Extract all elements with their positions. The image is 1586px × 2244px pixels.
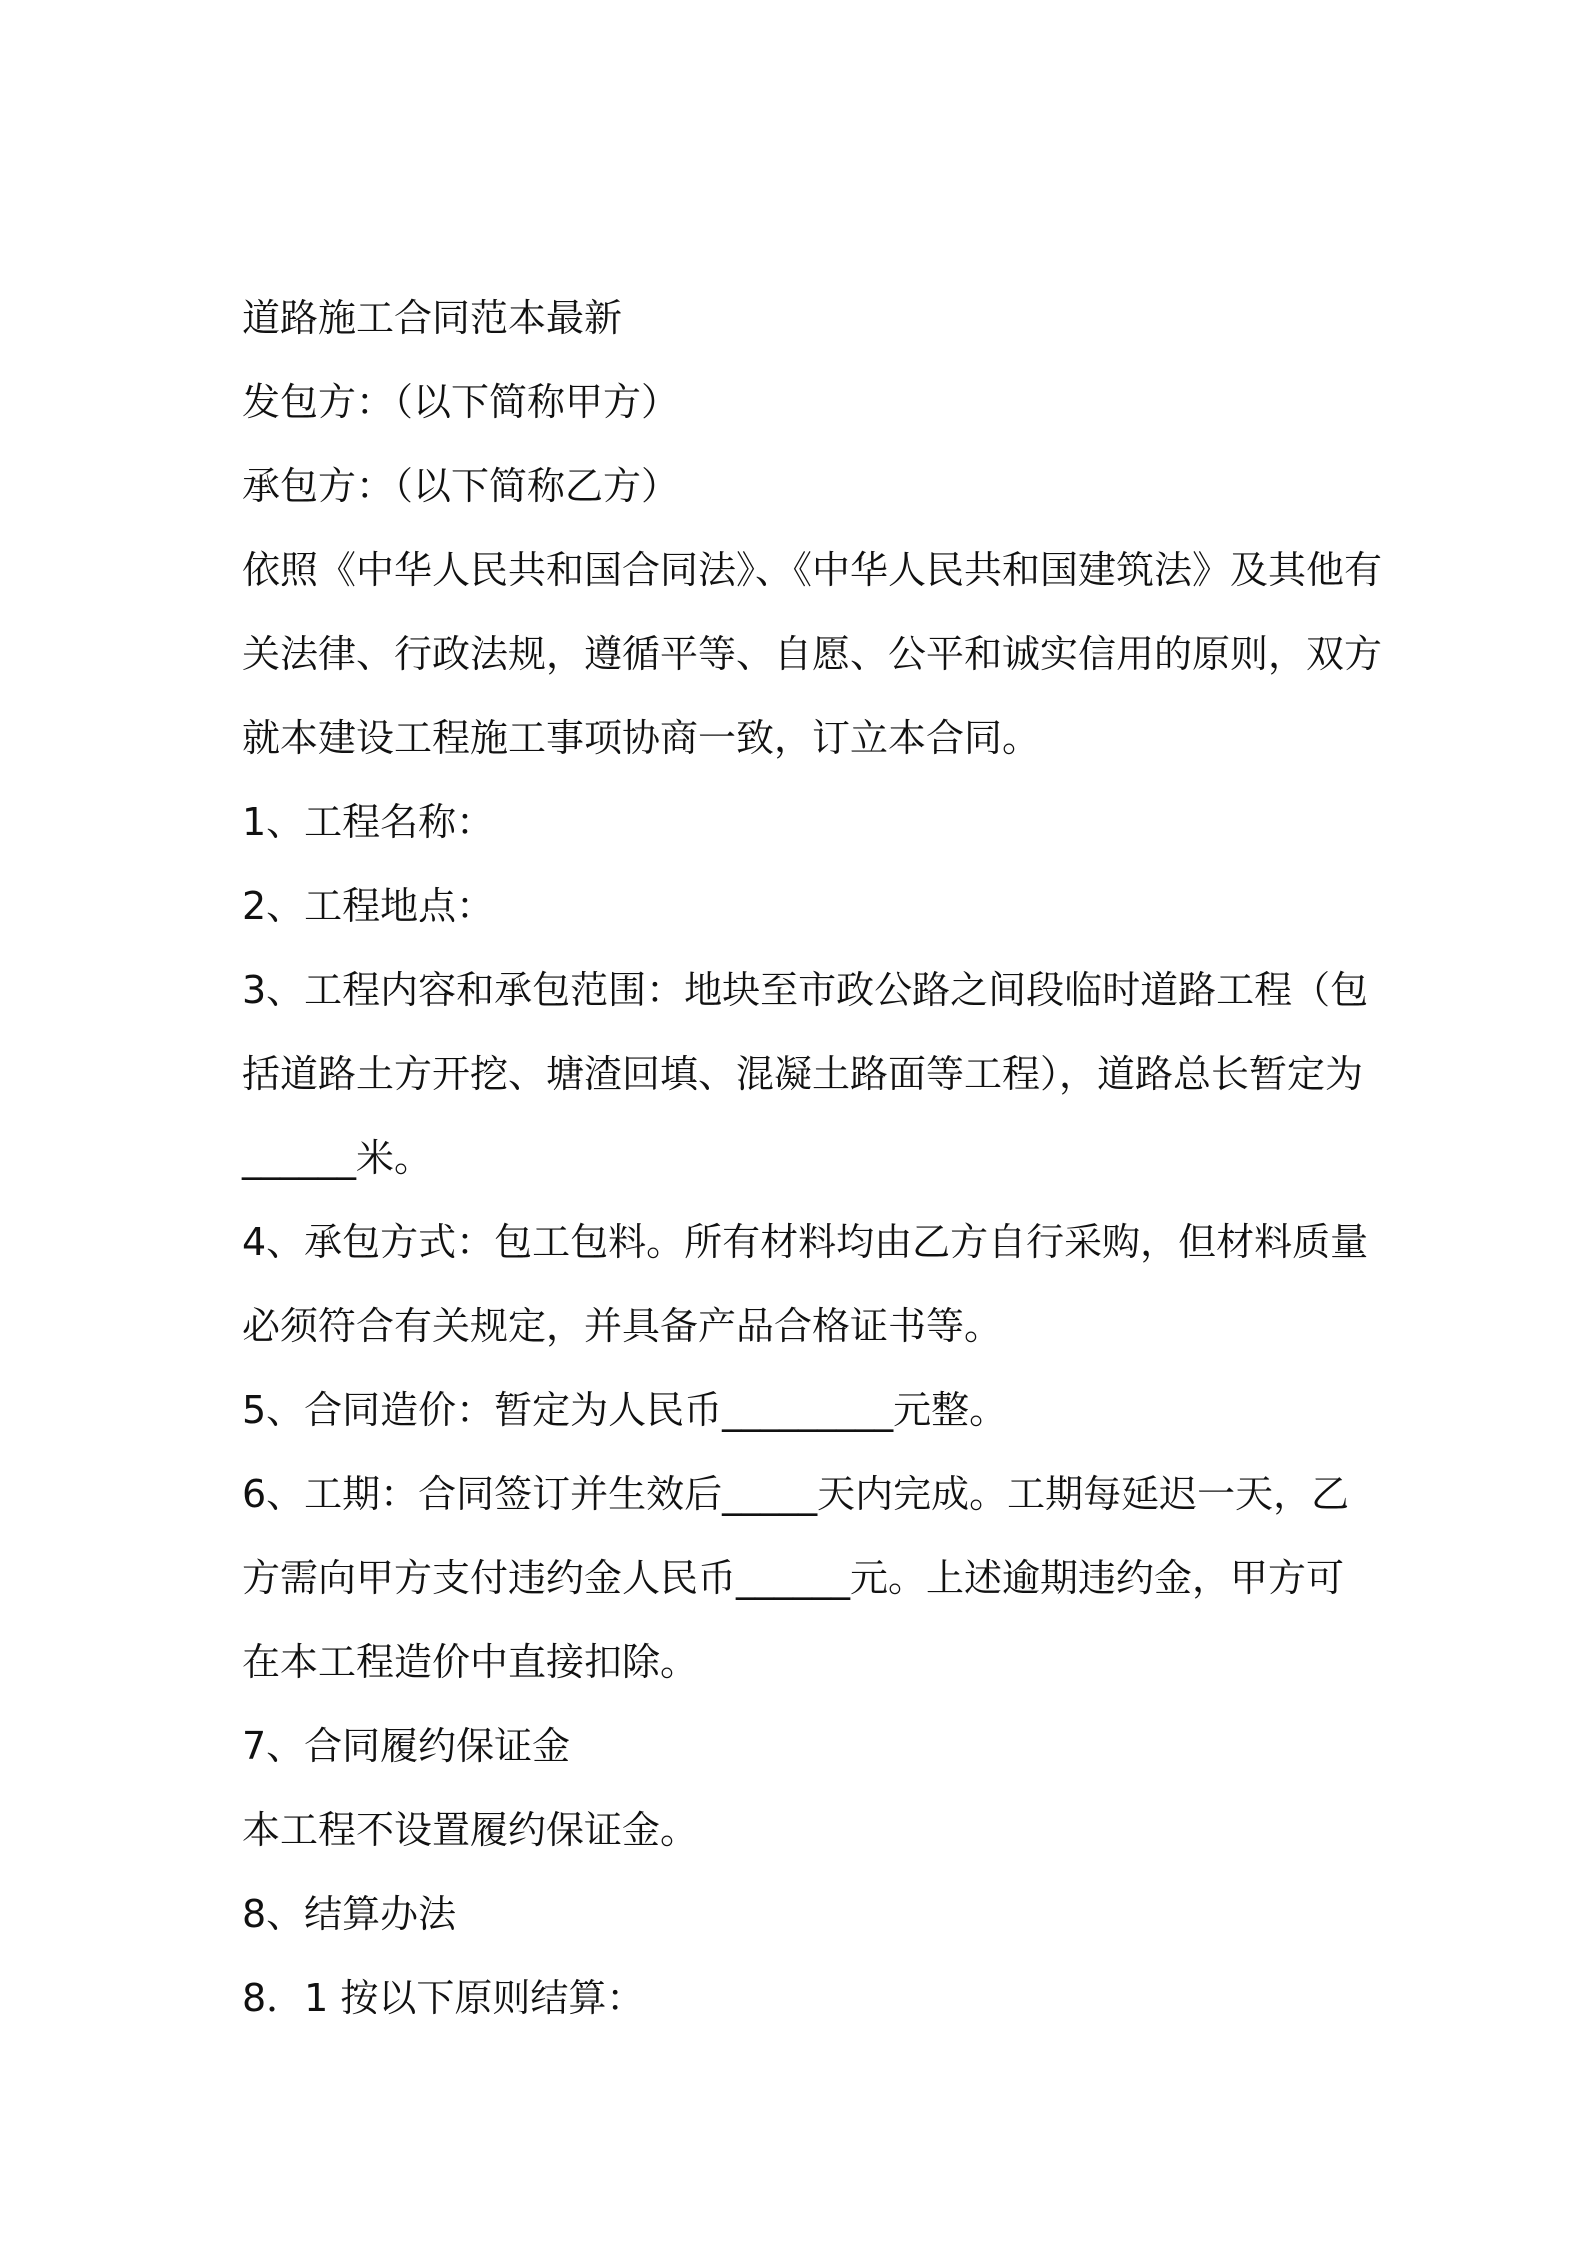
clause-8-settlement-heading: 8、结算办法 [242,1892,457,1936]
clause-6-duration-line-3: 在本工程造价中直接扣除。 [242,1640,699,1684]
employer-party-line: 发包方：（以下简称甲方） [242,380,680,424]
clause-3-scope-line-1: 3、工程内容和承包范围：地块至市政公路之间段临时道路工程（包 [242,968,1369,1012]
clause-3-scope-line-2: 括道路土方开挖、塘渣回填、混凝土路面等工程），道路总长暂定为 [242,1052,1364,1096]
contractor-party-line: 承包方：（以下简称乙方） [242,464,680,508]
clause-1-project-name: 1、工程名称： [242,800,495,844]
preamble-line-3: 就本建设工程施工事项协商一致，订立本合同。 [242,716,1041,760]
clause-4-method-line-1: 4、承包方式：包工包料。所有材料均由乙方自行采购，但材料质量 [242,1220,1369,1264]
clause-7-performance-bond-text: 本工程不设置履约保证金。 [242,1808,699,1852]
clause-3-scope-line-3: ______米。 [242,1136,433,1180]
clause-8-1-settlement-principle: 8．1 按以下原则结算： [242,1976,645,2020]
clause-6-duration-line-2: 方需向甲方支付违约金人民币______元。上述逾期违约金，甲方可 [242,1556,1345,1600]
document-body [242,276,1383,2040]
clause-7-performance-bond-heading: 7、合同履约保证金 [242,1724,571,1768]
clause-2-project-location: 2、工程地点： [242,884,495,928]
preamble-line-2: 关法律、行政法规，遵循平等、自愿、公平和诚实信用的原则，双方 [242,632,1383,676]
clause-5-contract-price: 5、合同造价：暂定为人民币_________元整。 [242,1388,1008,1432]
document-title: 道路施工合同范本最新 [242,296,623,340]
clause-6-duration-line-1: 6、工期：合同签订并生效后_____天内完成。工期每延迟一天，乙 [242,1472,1350,1516]
preamble-line-1: 依照《中华人民共和国合同法》、《中华人民共和国建筑法》及其他有 [242,548,1383,592]
clause-4-method-line-2: 必须符合有关规定，并具备产品合格证书等。 [242,1304,1003,1348]
